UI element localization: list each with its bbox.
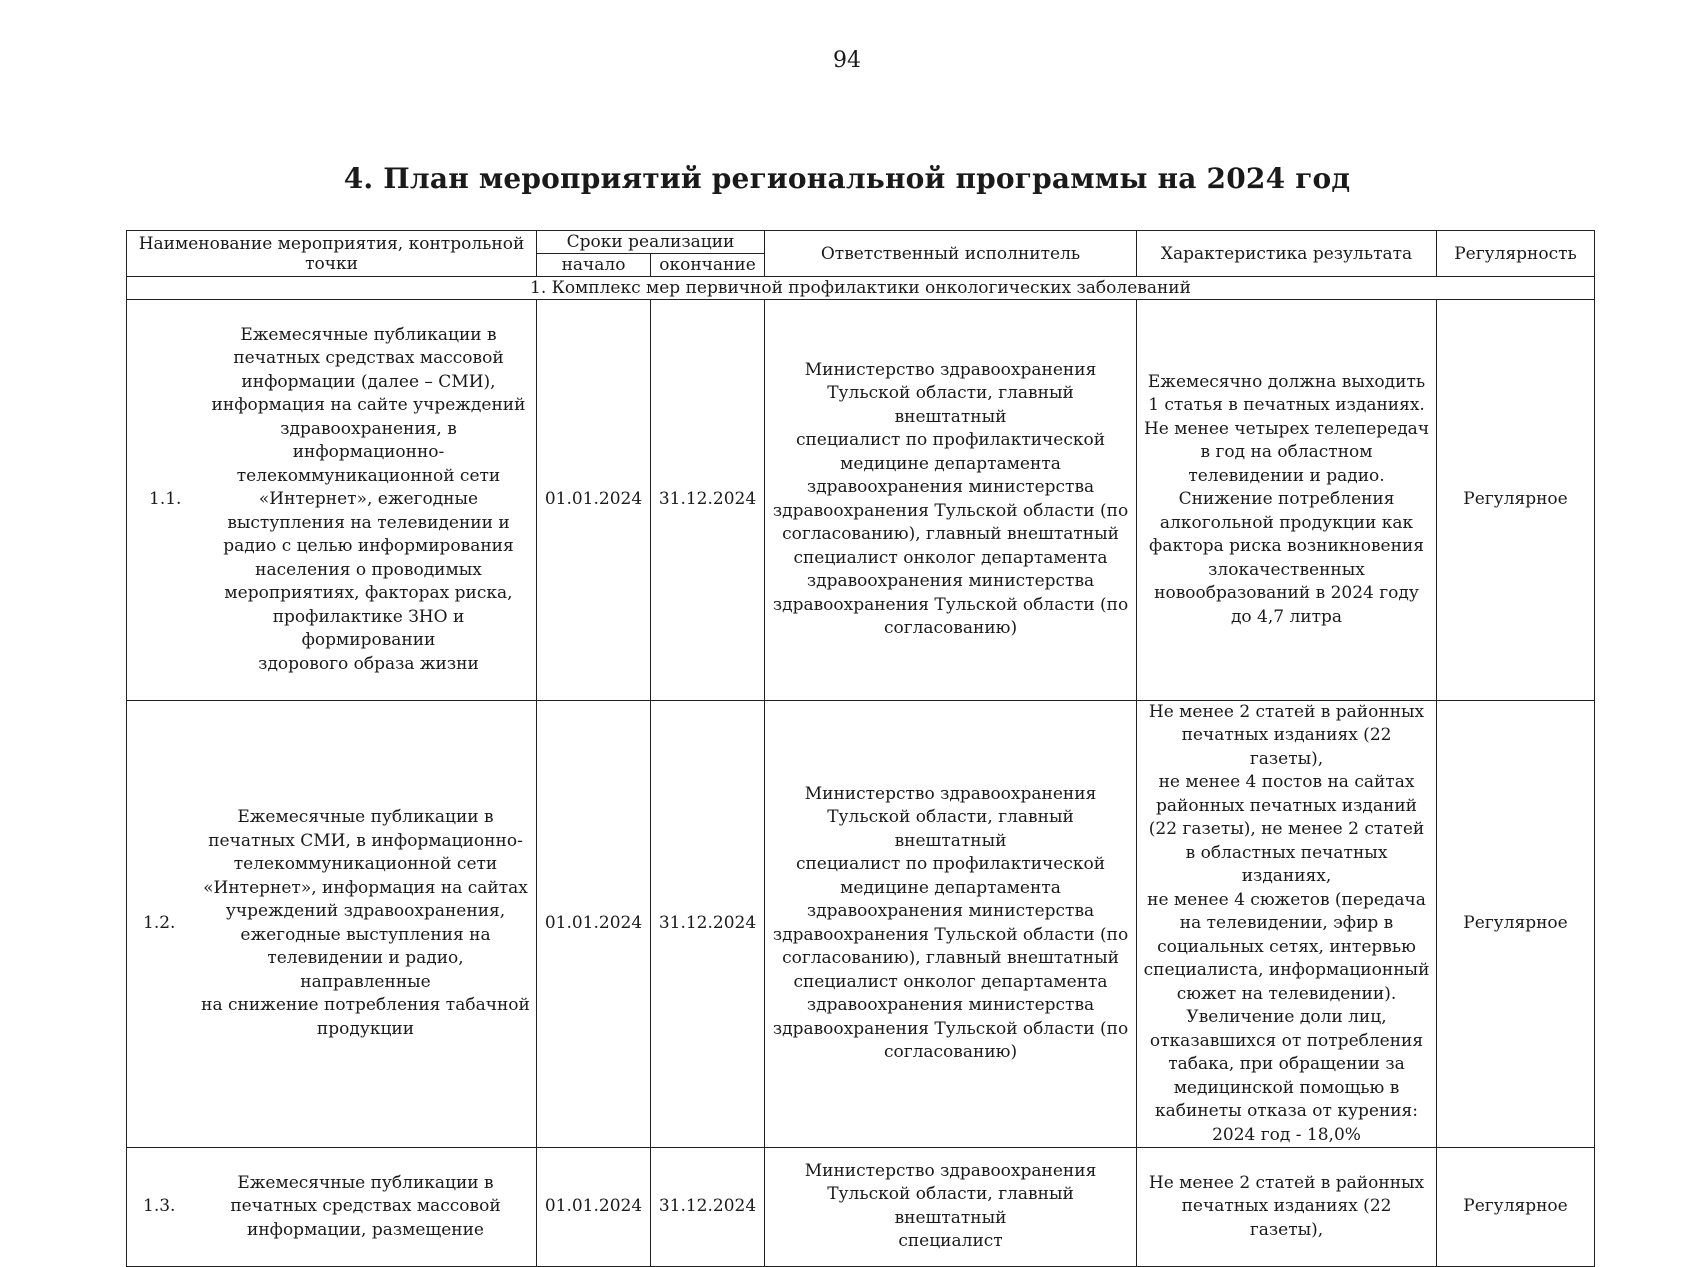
section-row: [127, 277, 1595, 300]
row-name-cell: [127, 1148, 537, 1267]
table-row: [127, 1148, 1595, 1267]
row-name: Ежемесячные публикации в печатных СМИ, в информационно- телекоммуникационной сети «Интернет», информация на сайтах учреждений здравоохранения, ежегодные выступления на телевидении и радио, направленные на снижение потребления табачной продукции: [201, 807, 530, 1039]
header-name: Наименование мероприятия, контрольной точки: [127, 231, 537, 277]
row-regularity: Регулярное: [1437, 1148, 1595, 1267]
row-start: 01.01.2024: [537, 700, 651, 1148]
row-end: 31.12.2024: [651, 700, 765, 1148]
row-responsible: Министерство здравоохранения Тульской области, главный внештатный специалист: [765, 1148, 1137, 1267]
header-responsible: Ответственный исполнитель: [765, 231, 1137, 277]
table-header-row: [127, 231, 1595, 254]
row-number: 1.3.: [143, 1196, 176, 1216]
header-period: Сроки реализации: [537, 231, 765, 254]
plan-table: [126, 230, 1595, 1267]
row-result: Не менее 2 статей в районных печатных изданиях (22 газеты), не менее 4 постов на сайтах районных печатных изданий (22 газеты), не менее 2 статей в областных печатных изданиях, не менее 4 сюжетов (передача на телевидении, эфир в социальных сетях, интервью специалиста, информационный сюжет на телевидении). Увеличение доли лиц, отказавшихся от потребления табака, при обращении за медицинской помощью в кабинеты отказа от курения: 2024 год - 18,0%: [1137, 700, 1437, 1148]
row-regularity: Регулярное: [1437, 300, 1595, 701]
row-responsible: Министерство здравоохранения Тульской области, главный внештатный специалист по профилактической медицине департамента здравоохранения министерства здравоохранения Тульской области (по согласованию), главный внештатный специалист онколог департамента здравоохранения министерства здравоохранения Тульской области (по согласованию): [765, 700, 1137, 1148]
header-regularity: Регулярность: [1437, 231, 1595, 277]
row-number: 1.1.: [149, 489, 182, 509]
row-name-cell: [127, 300, 537, 701]
row-name-cell: [127, 700, 537, 1148]
header-start: начало: [537, 254, 651, 277]
row-regularity: Регулярное: [1437, 700, 1595, 1148]
row-number: 1.2.: [143, 913, 176, 933]
row-name: Ежемесячные публикации в печатных средствах массовой информации (далее – СМИ), информация на сайте учреждений здравоохранения, в информационно- телекоммуникационной сети «Интернет», ежегодные выступления на телевидении и радио с целью информирования населения о проводимых мероприятиях, факторах риска, профилактике ЗНО и формировании здорового образа жизни: [211, 324, 526, 674]
header-result: Характеристика результата: [1137, 231, 1437, 277]
page-number: 94: [833, 48, 861, 73]
table-row: [127, 300, 1595, 701]
section-title: 1. Комплекс мер первичной профилактики онкологических заболеваний: [127, 277, 1595, 300]
row-end: 31.12.2024: [651, 300, 765, 701]
row-responsible: Министерство здравоохранения Тульской области, главный внештатный специалист по профилактической медицине департамента здравоохранения министерства здравоохранения Тульской области (по согласованию), главный внештатный специалист онколог департамента здравоохранения министерства здравоохранения Тульской области (по согласованию): [765, 300, 1137, 701]
row-end: 31.12.2024: [651, 1148, 765, 1267]
table-row: [127, 700, 1595, 1148]
row-start: 01.01.2024: [537, 1148, 651, 1267]
page-title: 4. План мероприятий региональной программы на 2024 год: [343, 162, 1351, 195]
row-result: Ежемесячно должна выходить 1 статья в печатных изданиях. Не менее четырех телепередач в год на областном телевидении и радио. Снижение потребления алкогольной продукции как фактора риска возникновения злокачественных новообразований в 2024 году до 4,7 литра: [1137, 300, 1437, 701]
row-name: Ежемесячные публикации в печатных средствах массовой информации, размещение: [230, 1172, 501, 1240]
row-start: 01.01.2024: [537, 300, 651, 701]
row-result: Не менее 2 статей в районных печатных изданиях (22 газеты),: [1137, 1148, 1437, 1267]
header-end: окончание: [651, 254, 765, 277]
